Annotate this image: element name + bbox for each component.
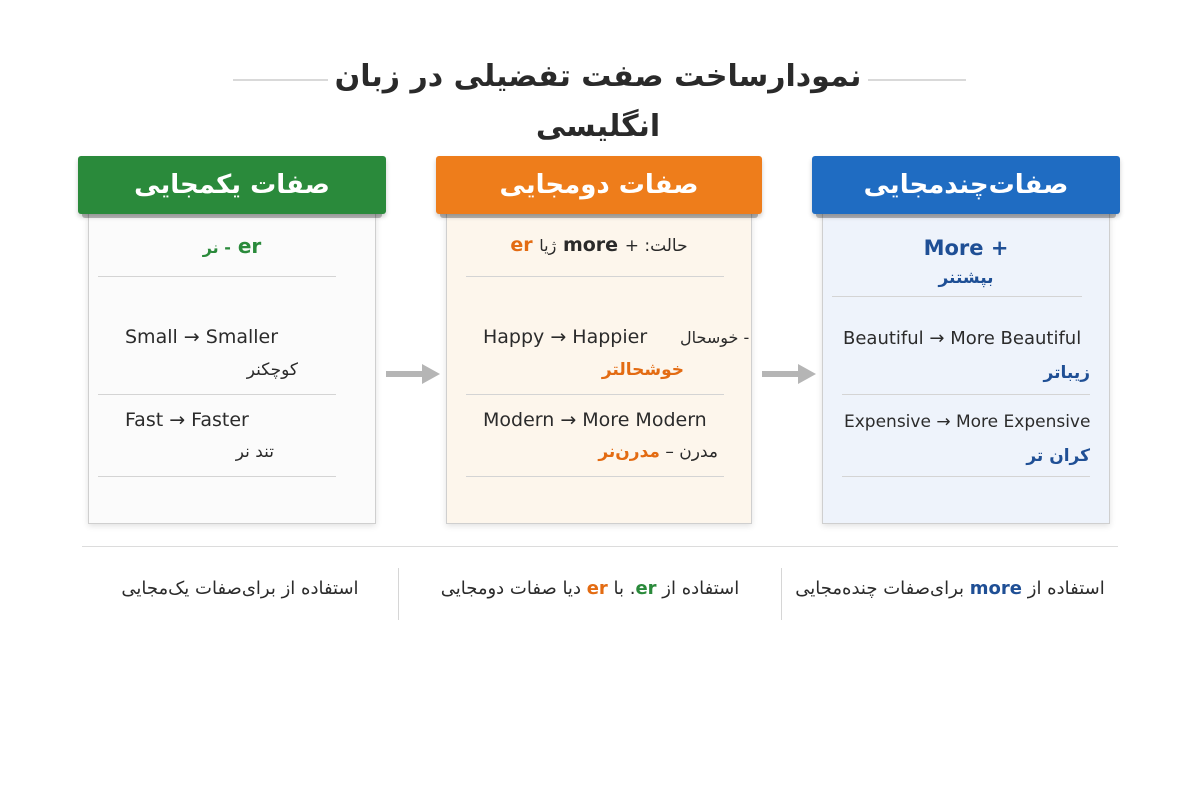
note-mid: . با bbox=[613, 578, 636, 599]
formula-two-syllable bbox=[436, 234, 762, 256]
example-fa: مدرن‌نر bbox=[598, 442, 660, 462]
example-fa-pair bbox=[598, 442, 718, 462]
title-rule-left bbox=[233, 79, 328, 81]
note-pre: استفاده از bbox=[1027, 578, 1105, 599]
arrow-right-icon bbox=[386, 362, 440, 386]
note-more: more bbox=[969, 578, 1023, 599]
example-fa: کران تر bbox=[1026, 446, 1090, 466]
formula-prefix: حالت: + bbox=[624, 236, 688, 256]
example-en: Happy → Happier bbox=[483, 326, 648, 348]
formula-more: more bbox=[562, 234, 619, 256]
vertical-divider bbox=[398, 568, 399, 620]
divider bbox=[466, 476, 724, 477]
divider bbox=[842, 394, 1090, 395]
formula-multi-syllable: More + bbox=[923, 236, 1009, 260]
note-post: برای‌صفات چنده‌مجایی bbox=[795, 578, 965, 599]
example-fa: زیباتر bbox=[1043, 363, 1090, 383]
note-er: er bbox=[586, 578, 608, 599]
divider bbox=[98, 476, 336, 477]
example-fa: خوشحالتر bbox=[601, 360, 684, 380]
formula-suffix: er bbox=[237, 234, 262, 258]
card-two-syllable bbox=[436, 156, 762, 524]
card-header-two-syllable: صفات دومجایی bbox=[436, 156, 762, 214]
divider bbox=[466, 276, 724, 277]
title-rule-right bbox=[868, 79, 966, 81]
example-en: Fast → Faster bbox=[125, 409, 249, 431]
example-en: Small → Smaller bbox=[125, 326, 279, 348]
example-fa: کوچکنر bbox=[246, 360, 298, 380]
note-er: er bbox=[635, 578, 657, 599]
formula-or: ژیا bbox=[539, 236, 557, 255]
formula-fa: بپشتنر bbox=[938, 268, 994, 288]
example-en: Modern → More Modern bbox=[483, 409, 707, 431]
card-multi-syllable bbox=[812, 156, 1120, 524]
card-header-one-syllable: صفات یکمجایی bbox=[78, 156, 386, 214]
divider bbox=[832, 296, 1082, 297]
note-one-syllable: استفاده از برای‌صفات یک‌مجایی bbox=[121, 578, 359, 599]
bottom-divider bbox=[82, 546, 1118, 547]
example-fa: تند نر bbox=[235, 442, 274, 462]
note-multi-syllable bbox=[782, 578, 1118, 599]
example-en: Expensive → More Expensive bbox=[844, 412, 1091, 432]
page-title: نمودارساخت صفت تفضیلی در زبان انگلیسی bbox=[334, 59, 862, 144]
arrow-right-icon bbox=[762, 362, 816, 386]
example-fa-gloss: - خوسحال bbox=[680, 328, 750, 347]
note-pre: استفاده از bbox=[662, 578, 740, 599]
divider bbox=[466, 394, 724, 395]
card-header-multi-syllable: صفات‌چندمجایی bbox=[812, 156, 1120, 214]
formula-er: er bbox=[510, 234, 533, 256]
divider bbox=[842, 476, 1090, 477]
note-two-syllable bbox=[400, 578, 780, 599]
formula-one-syllable bbox=[78, 234, 386, 258]
example-fa-gloss: مدرن – bbox=[665, 442, 718, 462]
title-row bbox=[0, 52, 1200, 144]
formula-fa: - نر bbox=[202, 238, 231, 257]
example-en: Beautiful → More Beautiful bbox=[843, 328, 1082, 349]
divider bbox=[98, 276, 336, 277]
divider bbox=[98, 394, 336, 395]
note-post: دیا صفات دومجایی bbox=[440, 578, 581, 599]
card-one-syllable bbox=[78, 156, 386, 524]
